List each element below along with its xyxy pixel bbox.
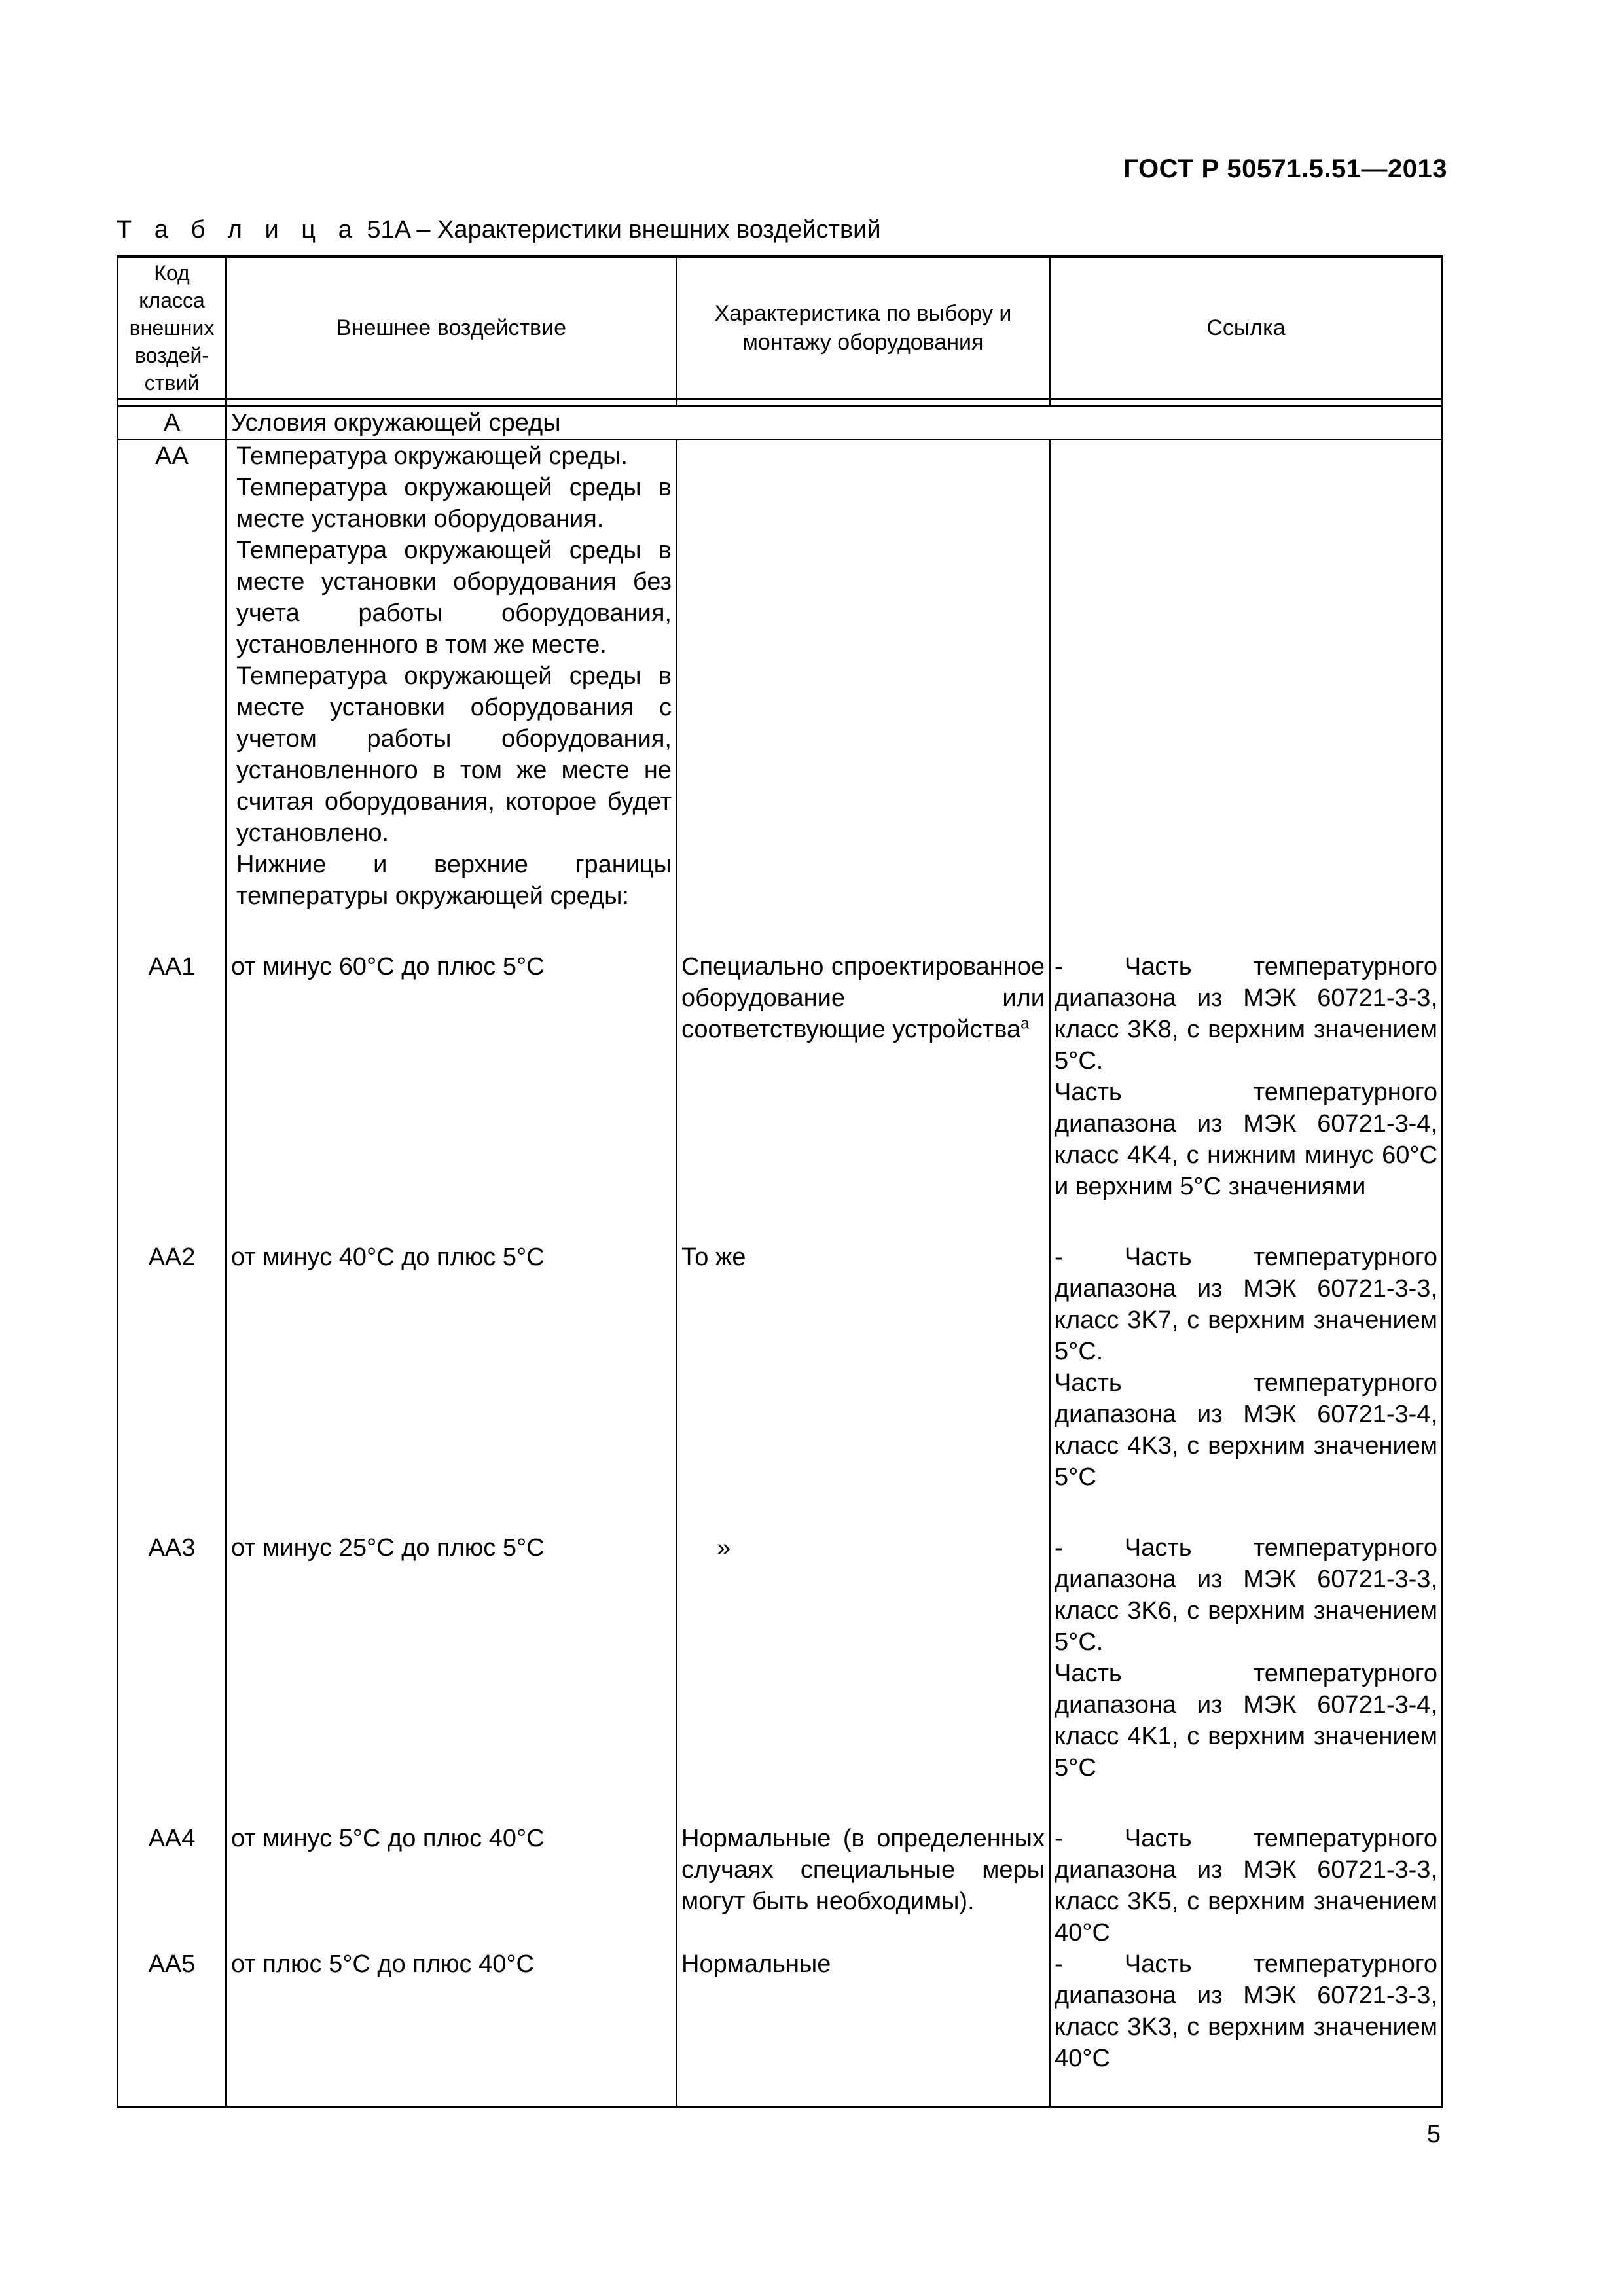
row-reference: [1050, 951, 1443, 1242]
table-row: [118, 1532, 1443, 1823]
row-code: AA2: [118, 1242, 226, 1532]
header-code-line: внешних: [129, 316, 215, 340]
table-row: [118, 951, 1443, 1242]
row-reference: [1050, 1532, 1443, 1823]
table-row: [118, 1242, 1443, 1532]
reference-line: - Часть температурного диапазона из МЭК 60721-3-3, класс 3K6, с верхним значением 5°С.: [1055, 1534, 1437, 1656]
row-influence: от минус 5°С до плюс 40°С: [226, 1823, 677, 1948]
row-code: AA3: [118, 1532, 226, 1823]
group-line: Температура окружающей среды.: [236, 442, 628, 470]
reference-line: - Часть температурного диапазона из МЭК 60721-3-3, класс 3K7, с верхним значением 5°С.: [1055, 1244, 1437, 1365]
reference-line: Часть температурного диапазона из МЭК 60721-3-4, класс 4K3, с верхним значением 5°С: [1055, 1369, 1437, 1491]
row-characteristic-text: Специально спроектированное оборудование или соответствующие устройства: [681, 953, 1045, 1043]
document-header: ГОСТ Р 50571.5.51—2013: [1123, 154, 1447, 183]
header-separator: [118, 399, 1443, 406]
header-code-line: воздей-: [134, 344, 209, 367]
row-influence: от минус 25°С до плюс 5°С: [226, 1532, 677, 1823]
header-characteristic: Характеристика по выбору и монтажу оборудования: [677, 257, 1050, 399]
row-characteristic: То же: [677, 1242, 1050, 1532]
reference-line: Часть температурного диапазона из МЭК 60721-3-4, класс 4K1, с верхним значением 5°С: [1055, 1660, 1437, 1782]
row-characteristic-text: Нормальные (в определенных случаях специальные меры могут быть необходимы).: [681, 1825, 1045, 1915]
footnote-marker: a: [1020, 1014, 1030, 1033]
group-line: Температура окружающей среды в месте установки оборудования без учета работы оборудования, установленного в том же месте.: [236, 537, 672, 658]
table-caption-prefix: Т а б л и ц а: [117, 216, 360, 243]
table-caption: [117, 216, 881, 244]
row-influence: от минус 60°С до плюс 5°С: [226, 951, 677, 1242]
row-characteristic: »: [677, 1532, 1050, 1823]
row-characteristic: [677, 951, 1050, 1242]
group-line: Температура окружающей среды в месте установки оборудования.: [236, 474, 672, 533]
row-reference: [1050, 1948, 1443, 2107]
reference-line: - Часть температурного диапазона из МЭК 60721-3-3, класс 3K8, с верхним значением 5°С.: [1055, 953, 1437, 1075]
group-row: [118, 440, 1443, 952]
group-code: AA: [118, 440, 226, 952]
page-number: 5: [1426, 2121, 1441, 2148]
reference-line: - Часть температурного диапазона из МЭК 60721-3-3, класс 3K5, с верхним значением 40°С: [1055, 1825, 1437, 1946]
row-characteristic: Нормальные: [677, 1948, 1050, 2107]
section-row: [118, 406, 1443, 440]
row-code: AA4: [118, 1823, 226, 1948]
header-code-line: класса: [139, 289, 205, 312]
header-code: [118, 257, 226, 399]
table-caption-title: 51A – Характеристики внешних воздействий: [359, 216, 881, 243]
reference-line: - Часть температурного диапазона из МЭК 60721-3-3, класс 3K3, с верхним значением 40°С: [1055, 1950, 1437, 2072]
group-line: Температура окружающей среды в месте установки оборудования с учетом работы оборудования, установленного в том же месте не считая оборудования, которое будет установлено.: [236, 662, 672, 847]
header-reference: Ссылка: [1050, 257, 1443, 399]
row-reference: [1050, 1823, 1443, 1948]
header-code-line: ствий: [144, 371, 200, 395]
section-title: Условия окружающей среды: [226, 406, 1443, 440]
row-influence: от минус 40°С до плюс 5°С: [226, 1242, 677, 1532]
row-code: AA5: [118, 1948, 226, 2107]
group-description: [226, 440, 677, 952]
section-code: A: [118, 406, 226, 440]
table-row: [118, 1948, 1443, 2107]
row-reference: [1050, 1242, 1443, 1532]
table-header-row: [118, 257, 1443, 399]
reference-line: Часть температурного диапазона из МЭК 60721-3-4, класс 4K4, с нижним минус 60°С и верхним 5°С значениями: [1055, 1079, 1437, 1200]
external-influences-table: [117, 255, 1443, 2108]
header-influence: Внешнее воздействие: [226, 257, 677, 399]
row-influence: от плюс 5°С до плюс 40°С: [226, 1948, 677, 2107]
header-code-line: Код: [154, 261, 190, 285]
row-code: AA1: [118, 951, 226, 1242]
row-characteristic: [677, 1823, 1050, 1948]
table-row: [118, 1823, 1443, 1948]
group-line: Нижние и верхние границы температуры окружающей среды:: [236, 851, 672, 910]
